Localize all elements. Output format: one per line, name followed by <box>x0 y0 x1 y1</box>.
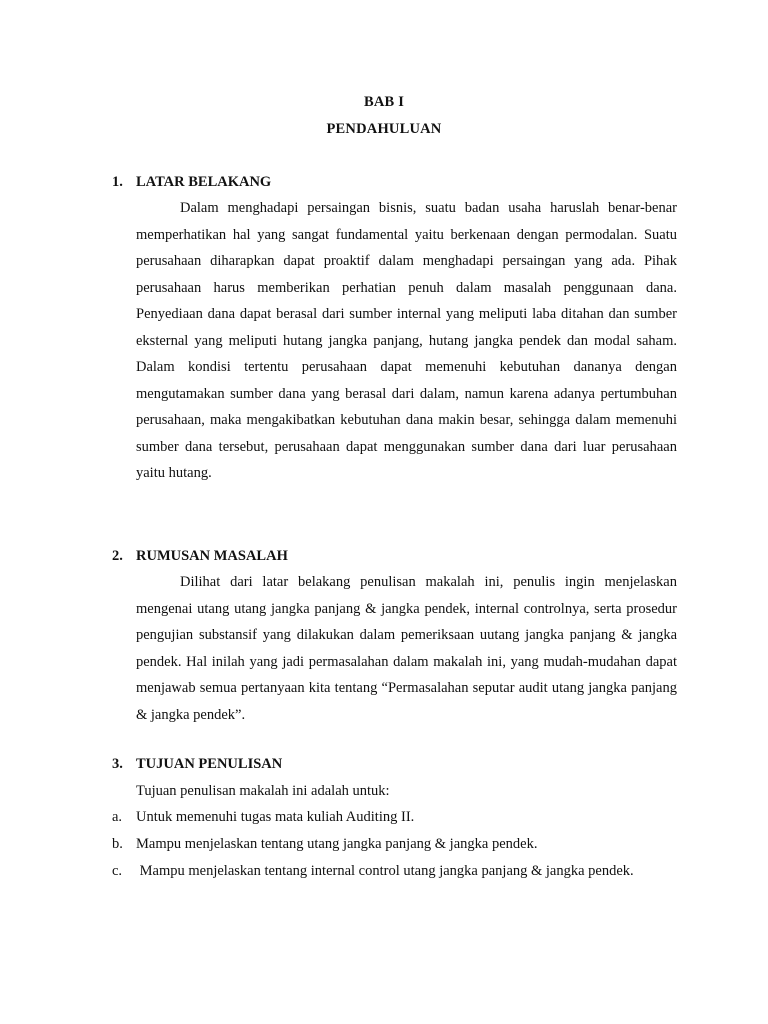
section-number: 1. <box>112 174 123 190</box>
list-marker: a. <box>112 809 123 825</box>
section-title: RUMUSAN MASALAH <box>136 548 288 564</box>
list-item <box>112 836 537 853</box>
section-heading-latar-belakang <box>112 174 271 191</box>
list-item-text: Mampu menjelaskan tentang internal control utang jangka panjang & jangka pendek. <box>136 863 634 879</box>
section-heading-rumusan-masalah <box>112 548 288 565</box>
section-paragraph-latar-belakang: Dalam menghadapi persaingan bisnis, suatu badan usaha haruslah benar-benar memperhatikan hal yang sangat fundamental yaitu berkenaan dengan permodalan. Suatu perusahaan diharapkan dapat proaktif dalam menghadapi persaingan yang ada. Pihak perusahaan harus memberikan perhatian penuh dalam masalah penggunaan dana. Penyediaan dana dapat berasal dari sumber internal yang meliputi laba ditahan dan sumber eksternal yang meliputi hutang jangka panjang, hutang jangka pendek dan modal saham. Dalam kondisi tertentu perusahaan dapat memenuhi kebutuhan dananya dengan mengutamakan sumber dana yang berasal dari dalam, namun karena adanya pertumbuhan perusahaan, maka mengakibatkan kebutuhan dana makin besar, sehingga dalam memenuhi sumber dana tersebut, perusahaan dapat menggunakan sumber dana dari luar perusahaan yaitu hutang. <box>136 200 677 481</box>
chapter-number: BAB I <box>363 94 405 110</box>
list-item <box>112 809 414 826</box>
section-title: TUJUAN PENULISAN <box>136 756 283 772</box>
section-title: LATAR BELAKANG <box>136 174 272 190</box>
list-item-text: Mampu menjelaskan tentang utang jangka panjang & jangka pendek. <box>136 836 538 852</box>
chapter-title: PENDAHULUAN <box>326 121 442 137</box>
section-paragraph-rumusan-masalah: Dilihat dari latar belakang penulisan makalah ini, penulis ingin menjelaskan mengenai utang utang jangka panjang & jangka pendek, internal controlnya, serta prosedur pengujian substansif yang dilakukan dalam pemeriksaan uutang jangka panjang & jangka pendek. Hal inilah yang jadi permasalahan dalam makalah ini, yang mudah-mudahan dapat menjawab semua pertanyaan kita tentang “Permasalahan seputar audit utang jangka panjang & jangka pendek”. <box>136 574 677 723</box>
list-item <box>112 863 634 880</box>
section-number: 3. <box>112 756 123 772</box>
list-marker: c. <box>112 863 123 879</box>
section-intro-tujuan-penulisan: Tujuan penulisan makalah ini adalah untuk: <box>136 783 390 799</box>
section-number: 2. <box>112 548 123 564</box>
section-heading-tujuan-penulisan <box>112 756 282 773</box>
list-item-text: Untuk memenuhi tugas mata kuliah Auditing II. <box>136 809 415 825</box>
list-marker: b. <box>112 836 123 852</box>
